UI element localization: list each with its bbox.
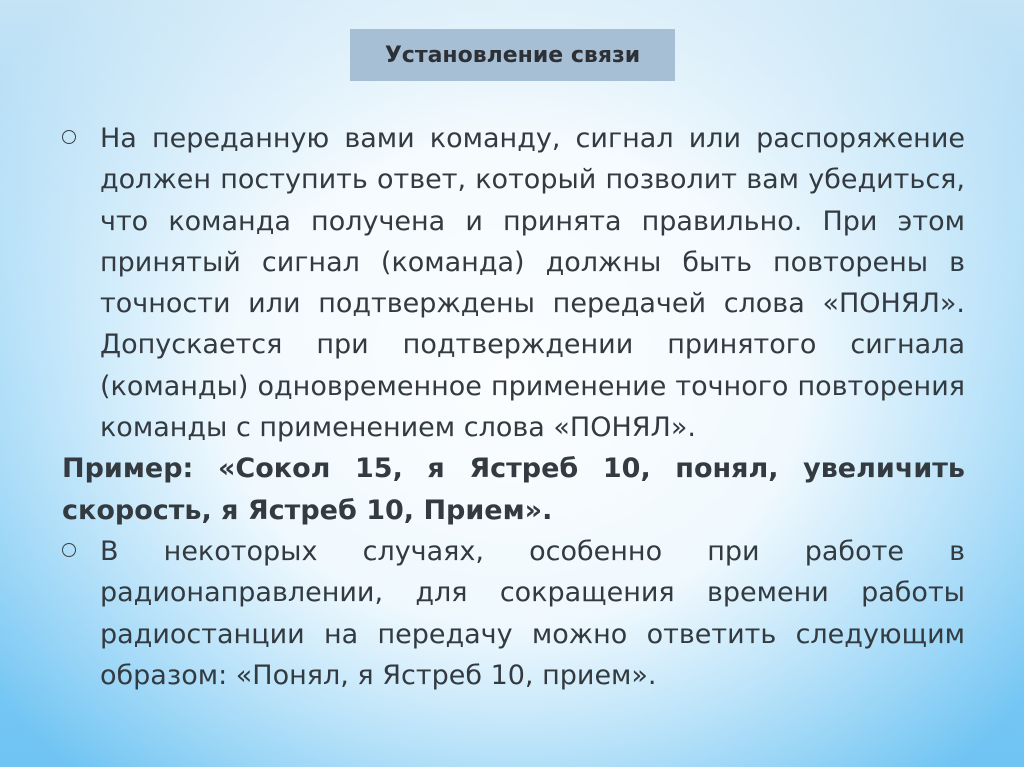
bullet-item-confirmation bbox=[62, 118, 965, 448]
example-text: Пример: «Сокол 15, я Ястреб 10, понял, увеличить скорость, я Ястреб 10, Прием». bbox=[62, 453, 965, 526]
title-box bbox=[350, 29, 675, 81]
slide-body bbox=[62, 118, 965, 696]
bullet-text-short-reply: В некоторых случаях, особенно при работе в радионаправлении, для сокращения времени работы радиостанции на передачу можно ответить следующим образом: «Понял, я Ястреб 10, прием». bbox=[100, 535, 965, 691]
slide-title: Установление связи bbox=[384, 42, 641, 68]
bullet-text-confirmation: На переданную вами команду, сигнал или распоряжение должен поступить ответ, который позволит вам убедиться, что команда получена и принята правильно. При этом принятый сигнал (команда) должны быть повторены в точности или подтверждены передачей слова «ПОНЯЛ». Допускается при подтверждении принятого сигнала (команды) одновременное применение точного повторения команды с применением слова «ПОНЯЛ». bbox=[100, 123, 965, 444]
hollow-circle-bullet-icon bbox=[62, 543, 76, 557]
bullet-item-short-reply bbox=[62, 531, 965, 696]
hollow-circle-bullet-icon bbox=[62, 130, 76, 144]
